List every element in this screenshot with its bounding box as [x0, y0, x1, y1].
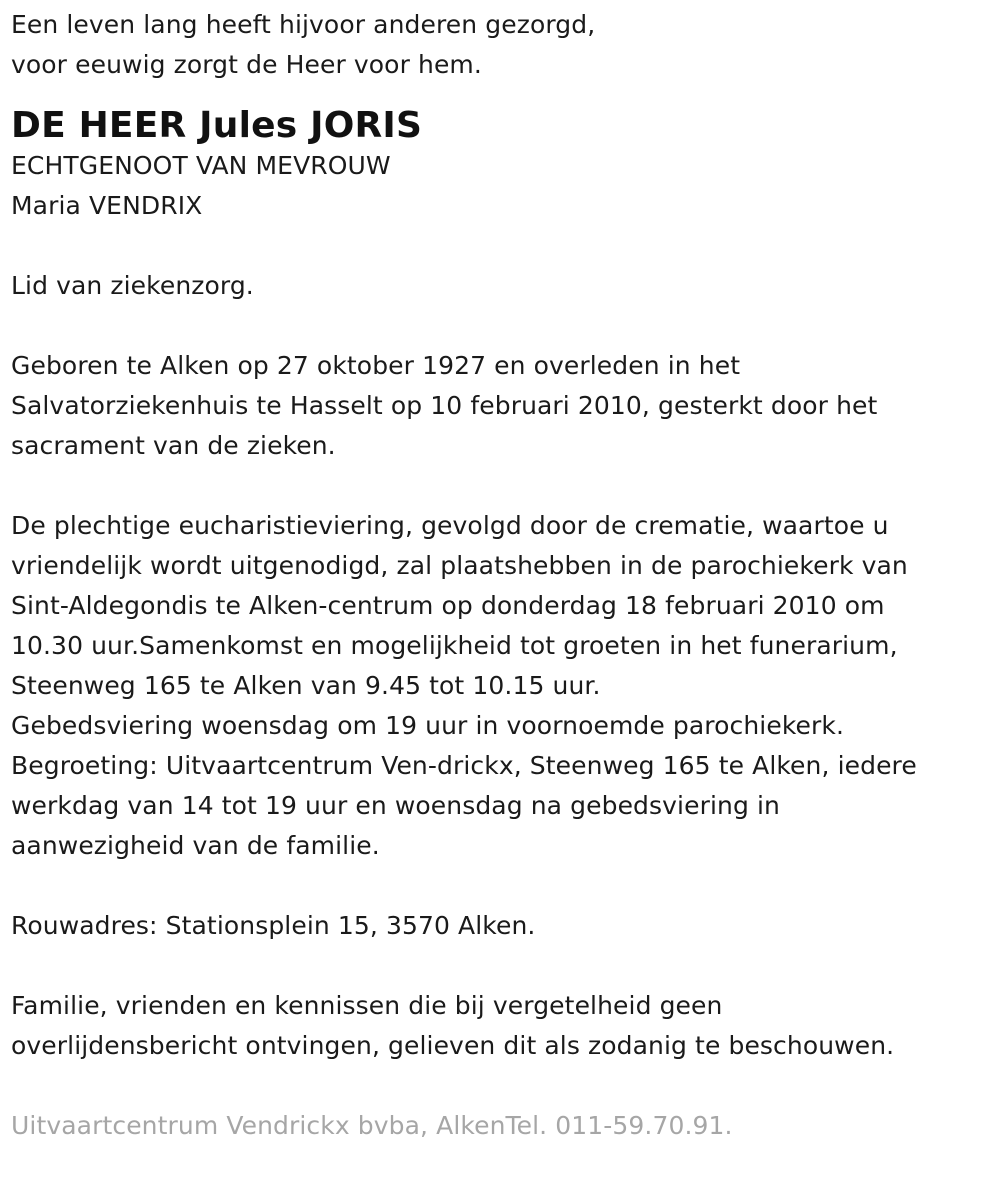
paragraph-line: 10.30 uur.Samenkomst en mogelijkheid tot groeten in het funerarium, [11, 631, 898, 660]
spacer [11, 306, 986, 346]
paragraph-line: Familie, vrienden en kennissen die bij vergetelheid geen [11, 991, 723, 1020]
paragraph-line: Steenweg 165 te Alken van 9.45 tot 10.15 uur. [11, 671, 601, 700]
deceased-name: DE HEER Jules JORIS [11, 105, 423, 146]
motto [11, 5, 986, 85]
paragraph-line: sacrament van de zieken. [11, 431, 336, 460]
funeral-home-footer: Uitvaartcentrum Vendrickx bvba, AlkenTel. 011-59.70.91. [11, 1111, 733, 1140]
ceremony-paragraph [11, 506, 986, 866]
spouse-title: ECHTGENOOT VAN MEVROUW [11, 151, 391, 180]
paragraph-line: Salvatorziekenhuis te Hasselt op 10 februari 2010, gesterkt door het [11, 391, 878, 420]
paragraph-line: overlijdensbericht ontvingen, gelieven dit als zodanig te beschouwen. [11, 1031, 895, 1060]
paragraph-line: aanwezigheid van de familie. [11, 831, 380, 860]
motto-line: voor eeuwig zorgt de Heer voor hem. [11, 50, 482, 79]
mourning-address: Rouwadres: Stationsplein 15, 3570 Alken. [11, 911, 536, 940]
membership-text: Lid van ziekenzorg. [11, 271, 254, 300]
spacer [11, 866, 986, 906]
motto-line: Een leven lang heeft hijvoor anderen gezorgd, [11, 10, 596, 39]
birth-death-paragraph [11, 346, 986, 466]
spacer [11, 946, 986, 986]
paragraph-line: Gebedsviering woensdag om 19 uur in voornoemde parochiekerk. [11, 711, 845, 740]
paragraph-line: De plechtige eucharistieviering, gevolgd door de crematie, waartoe u [11, 511, 889, 540]
spouse-name: Maria VENDRIX [11, 191, 203, 220]
paragraph-line: Geboren te Alken op 27 oktober 1927 en overleden in het [11, 351, 741, 380]
obituary-notice [11, 5, 986, 1146]
paragraph-line: Sint-Aldegondis te Alken-centrum op donderdag 18 februari 2010 om [11, 591, 885, 620]
spacer [11, 85, 986, 106]
spacer [11, 466, 986, 506]
paragraph-line: vriendelijk wordt uitgenodigd, zal plaatshebben in de parochiekerk van [11, 551, 908, 580]
notice-paragraph [11, 986, 986, 1066]
spacer [11, 226, 986, 266]
spacer [11, 1066, 986, 1106]
paragraph-line: Begroeting: Uitvaartcentrum Ven-drickx, Steenweg 165 te Alken, iedere [11, 751, 917, 780]
paragraph-line: werkdag van 14 tot 19 uur en woensdag na gebedsviering in [11, 791, 780, 820]
